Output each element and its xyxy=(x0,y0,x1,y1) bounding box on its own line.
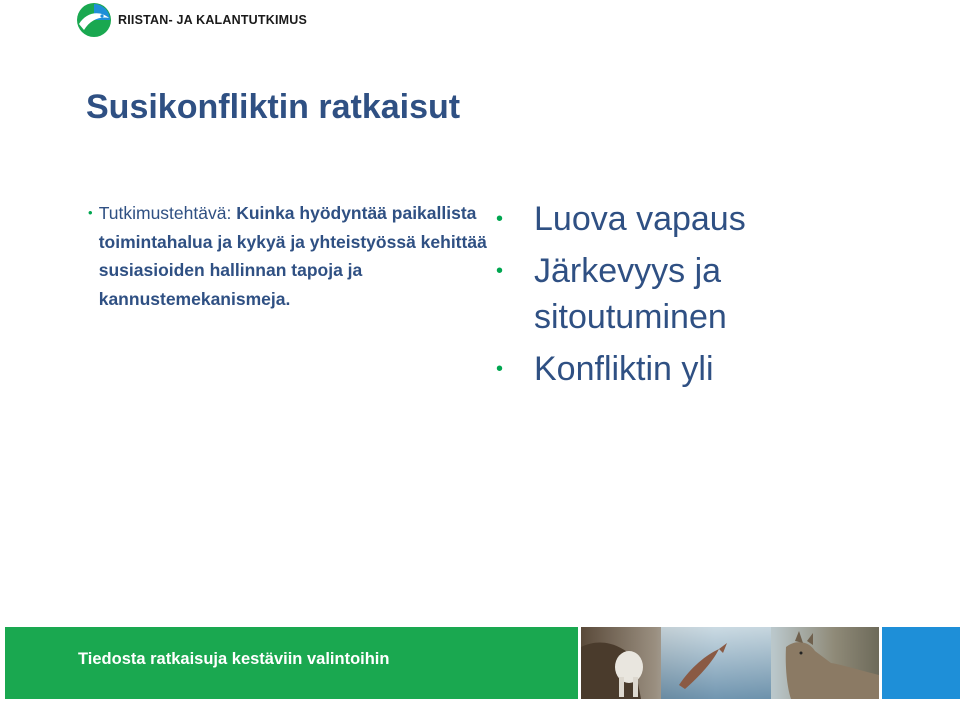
organization-logo xyxy=(76,2,307,38)
left-bullet xyxy=(88,199,488,313)
logo-text: RIISTAN- JA KALANTUTKIMUS xyxy=(118,13,308,27)
right-bullet-item xyxy=(496,346,796,392)
bullet-icon: • xyxy=(496,358,504,380)
right-bullet-item xyxy=(496,196,796,242)
bullet-prefix: Tutkimustehtävä: xyxy=(98,203,237,223)
right-bullet-item xyxy=(496,248,796,340)
left-bullet-text xyxy=(99,199,488,313)
bullet-icon: • xyxy=(496,208,504,230)
right-bullet-text: Järkevyys ja sitoutuminen xyxy=(534,252,727,336)
footer-tagline: Tiedosta ratkaisuja kestäviin valintoihin xyxy=(78,650,390,668)
bullet-bold-text: Kuinka hyödyntää paikallista toimintahalua ja kykyä ja yhteistyössä kehittää susiasioiden hallinnan tapoja ja kannustemekanismeja. xyxy=(98,203,487,309)
footer-blue-panel xyxy=(882,627,960,699)
slide-title: Susikonfliktin ratkaisut xyxy=(86,88,461,126)
footer-green-panel xyxy=(5,627,578,699)
bullet-icon: • xyxy=(88,205,93,220)
right-bullet-text: Konfliktin yli xyxy=(534,350,714,388)
footer-bar xyxy=(5,627,960,699)
left-bullet-block xyxy=(88,199,488,313)
right-bullet-list xyxy=(496,196,796,398)
wildlife-photo-strip xyxy=(581,627,879,699)
bullet-icon: • xyxy=(496,260,504,282)
fish-logo-icon xyxy=(76,2,112,38)
right-bullet-text: Luova vapaus xyxy=(534,200,746,238)
